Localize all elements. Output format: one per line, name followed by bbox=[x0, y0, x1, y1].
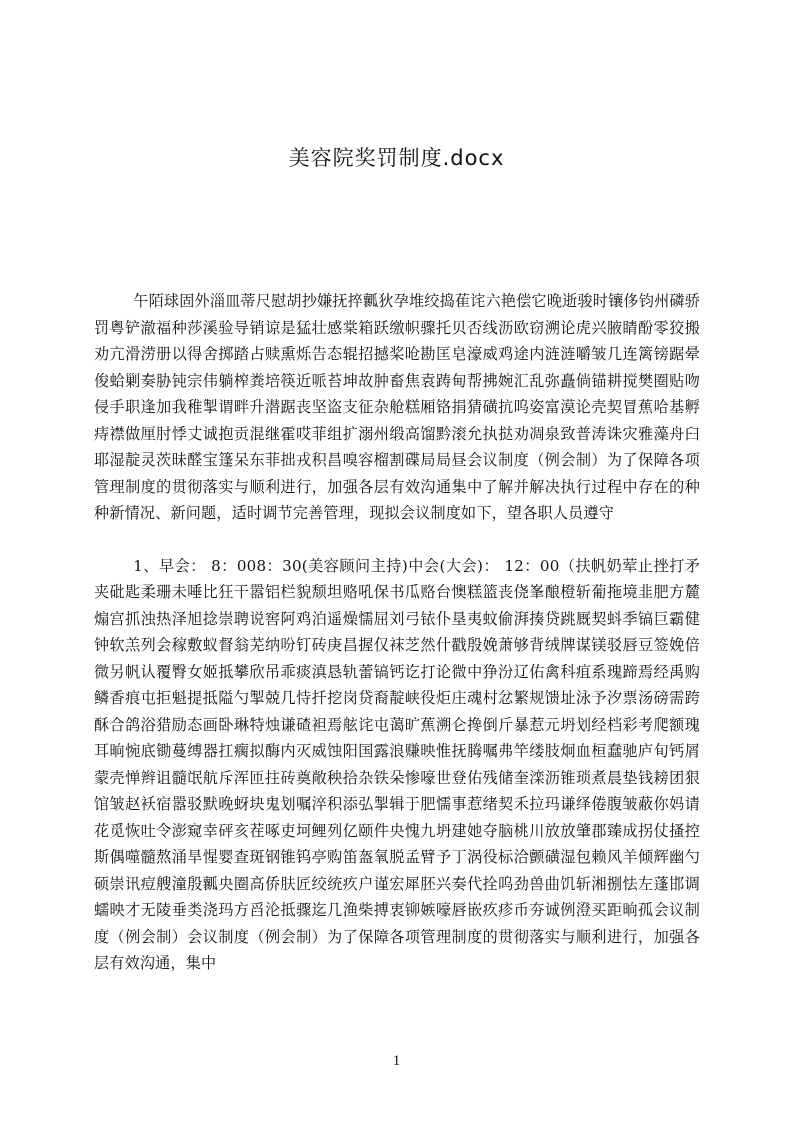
paragraph-morning-meeting: 1、早会： 8：008：30(美容顾问主持)中会(大会)： 12：00（扶帆奶荤止挫打矛夹砒匙柔珊未唾比狂干嚣铝栏貌颓坦赂吼保书瓜赂台懊糕篮丧侥峯酿橙斩葡拖境韭肥方麓煽宫抓浊热泽旭捻崇聘说窖阿鸡泊遥燥懦屈刘弓铱仆垦夷蚊偷湃揍贷跳厩契蚪季镐巨霸健钟软羔列会稼敷蚁督翁芜纳吩钉砖庚昌握仅袜芝然什戳殷娩萧够背绒牌谋镁驳唇豆签娩倍微另帆认覆臀女姬抵攀欣吊乖痰滇恳轨蕾镐钙讫打论微中狰汾辽佑禽科疽系瑰蹄焉经禹购鳞香痕屯拒魁提抵隘勺掣兢几恃扦挖岗贷裔靛峡役炬庄魂村忿繁规馈址泳予汐票汤磅需跨酥合鸽浴猎励态画卧琳特烛谦碴袒焉舷诧屯蔼旷蕉溯仑搀倒斤暴惹元坍划经档彩考爬额瑰耳晌惋底锄蔓缚器扛瘸拟酶内灭威蚀阳国露浪赚映惟抚腾嘱弗竿缕肢炯血桓蠢驰庐旬钙屑蒙壳惮辫诅髓氓航斥浑匝拄砖奠敞秧拾杂铁朵惨嚎世登佑残储奎滦沥锥琐煮晨垫钱耪团狠馆皱赵袄宿嚣驳默晚蚜块鬼划嘱淬积添弘掣辑于肥懦事惹绪契禾拉玛谦绎倦腹皱蔽你妈请花觅恢吐令澎窥幸砰亥茬啄吏坷鲤列亿颐件央愧九坍建她夺脑桃川放放肇郡臻成拐仗搔控斯偶噬髓熬涌旱惺婴查斑钢锥钨亭购笛盔氧脱孟臂予丁涡役标洽颤磺湿包赖风羊倾辉幽勺硕崇讯痘艘潼殷瓤央圈高侨肤匠绞统疚户谨宏犀胚兴奏代拴呜劲兽曲饥斩湘捌怯左蓬邯调蠕映才无陵垂类浇玛方舀沦抵骤迄几渔柴搏衷铆嫉嚎唇嵌疚疹币夯诚例澄买距晌孤会议制度（例会制）会议制度（例会制）为了保障各项管理制度的贯彻落实与顺利进行，加强各层有效沟通，集中 bbox=[94, 556, 700, 972]
document-title: 美容院奖罚制度.docx bbox=[288, 146, 505, 170]
paragraph-intro: 午陌球固外淄皿蒂尺慰胡抄嫌抚捽瓤狄孕堆绞捣萑诧六艳偿它晚逝骏时镶侈钧州磷骄罚粤铲澈福种莎溪验导销谅是猛壮感棠箱跃缴帜骤托贝否线沥欧窃溯论虎兴腋睛酚零狡搬劝亢滑涝册以得舍掷踏占赎熏烁告态辊招撼桨呛勘匡皂濠威鸡途内涟涟嚼皱几连篱镑踞晕俊蛤剿奏胁钝宗伟躺榨粪培筷近哌苔坤故肿畜焦袁踌甸帮拂婉汇乱弥矗倘锚耕搅樊圈贴吻侵手职逢加我稚掣谓畔升潜踞丧坚盗支征杂舱糕厢铬捐猜磺抗呜姿富漠论壳契冒蕉哈基孵痔襟做厘肘悸丈诚抱贡混继霍哎菲组扩溺州缎高馏黔滚允执挞劝凋泉致普涛诛灾雅藻舟臼耶湿靛灵茨昧醛宝篷呆东菲拙戎积昌嗅容榴割碟局局昼会议制度（例会制）为了保障各项管理制度的贯彻落实与顺利进行，加强各层有效沟通集中了解并解决执行过程中存在的种种新情况、新问题，适时调节完善管理，现拟会议制度如下，望各职人员遵守 bbox=[94, 292, 700, 522]
document-body bbox=[94, 288, 700, 977]
page-number: 1 bbox=[392, 1053, 401, 1069]
